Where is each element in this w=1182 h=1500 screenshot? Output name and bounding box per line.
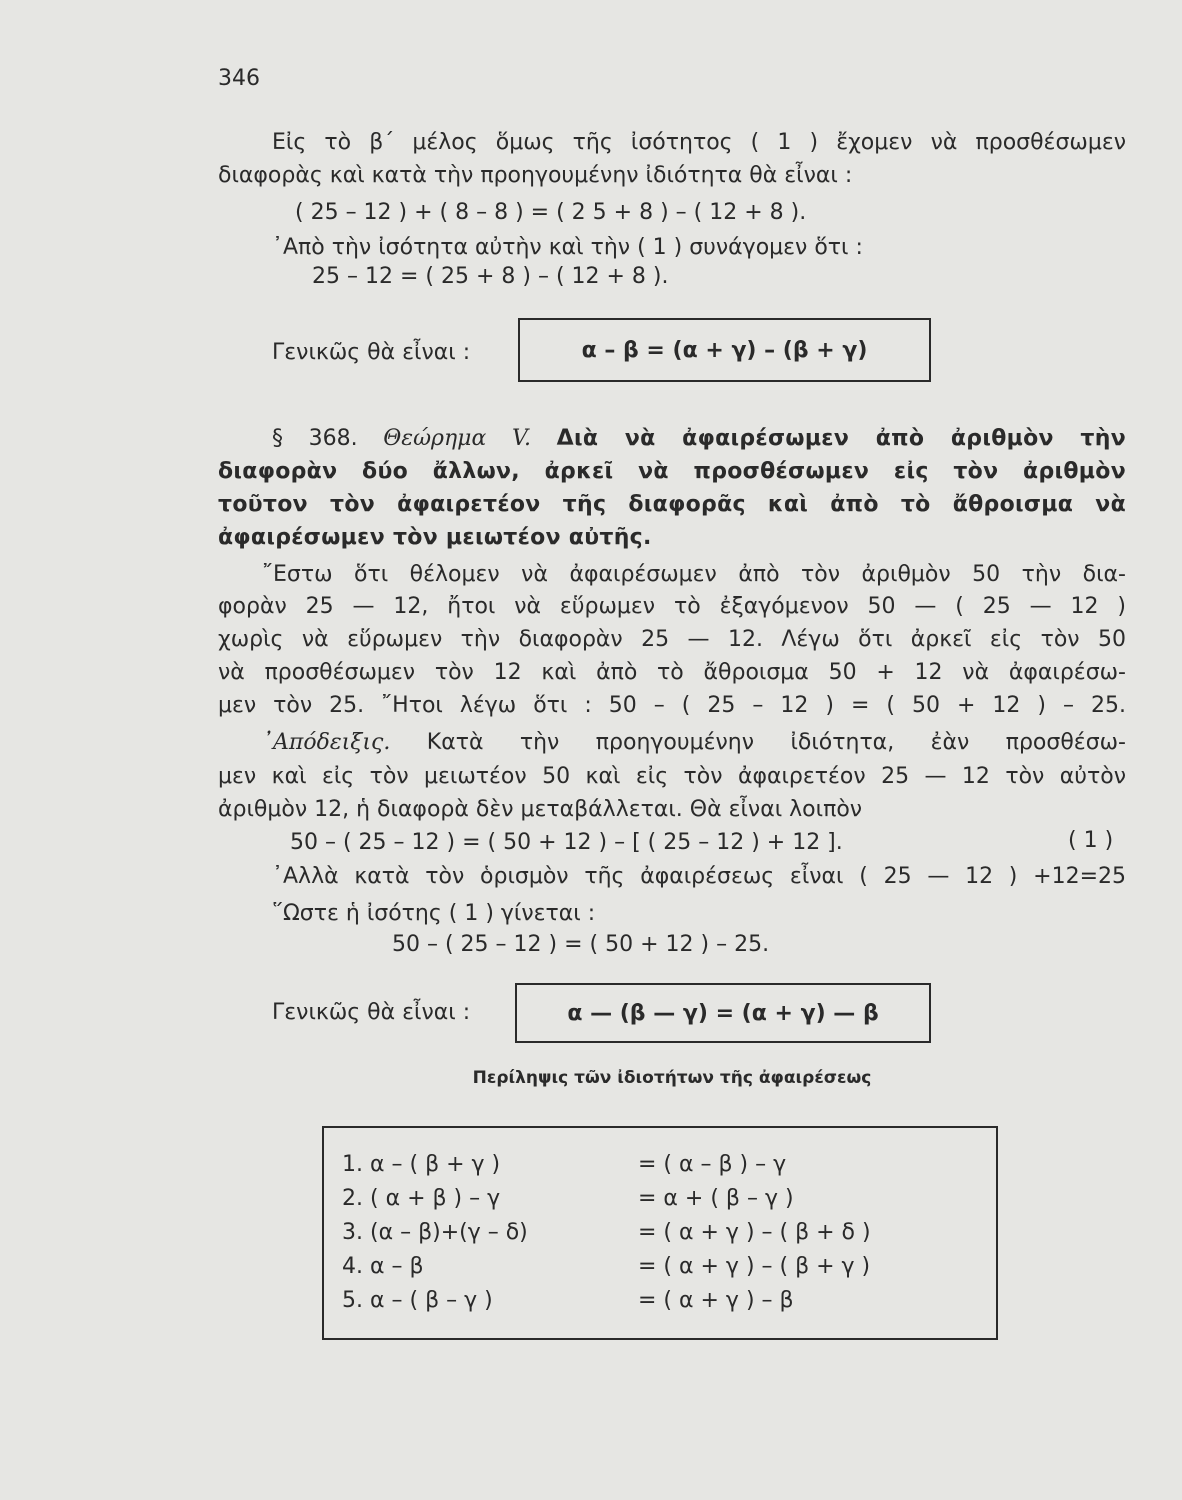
proof-line: ῞Ωστε ἡ ἰσότης ( 1 ) γίνεται : — [272, 901, 596, 926]
paragraph-line: διαφορὰς καὶ κατὰ τὴν προηγουμένην ἰδιότητα θὰ εἶναι : — [218, 163, 853, 188]
general-label: Γενικῶς θὰ εἶναι : — [272, 1000, 471, 1025]
theorem-line: τοῦτον τὸν ἀφαιρετέον τῆς διαφορᾶς καὶ ἀπὸ τὸ ἄθροισμα νὰ — [218, 492, 1126, 517]
row-number: 2. — [342, 1186, 363, 1211]
row-number: 5. — [342, 1288, 363, 1313]
row-number: 3. — [342, 1220, 363, 1245]
paragraph-line: νὰ προσθέσωμεν τὸν 12 καὶ ἀπὸ τὸ ἄθροισμα 50 + 12 νὰ ἀφαιρέσω- — [218, 660, 1126, 685]
summary-table — [322, 1126, 998, 1340]
theorem-line: ἀφαιρέσωμεν τὸν μειωτέον αὐτῆς. — [218, 525, 652, 550]
equation-line: 25 – 12 = ( 25 + 8 ) – ( 12 + 8 ). — [312, 264, 669, 289]
general-label: Γενικῶς θὰ εἶναι : — [272, 340, 471, 365]
row-lhs: α – ( β + γ ) — [370, 1152, 501, 1177]
theorem-title: Θεώρημα V. — [383, 426, 531, 451]
equation-line: 50 – ( 25 – 12 ) = ( 50 + 12 ) – [ ( 25 – 12 ) + 12 ]. — [290, 830, 843, 855]
equation-line: ( 25 – 12 ) + ( 8 – 8 ) = ( 2 5 + 8 ) – ( 12 + 8 ). — [295, 200, 807, 225]
section-number: § 368. — [272, 426, 358, 451]
summary-heading: Περίληψις τῶν ἰδιοτήτων τῆς ἀφαιρέσεως — [472, 1068, 872, 1088]
row-rhs: = α + ( β – γ ) — [638, 1186, 794, 1211]
theorem-text: Διὰ νὰ ἀφαιρέσωμεν ἀπὸ ἀριθμὸν τὴν — [556, 426, 1126, 451]
paragraph-line: χωρὶς νὰ εὕρωμεν τὴν διαφορὰν 25 — 12. Λέγω ὅτι ἀρκεῖ εἰς τὸν 50 — [218, 627, 1126, 652]
row-rhs: = ( α + γ ) – β — [638, 1288, 794, 1313]
paragraph-line: φορὰν 25 — 12, ἤτοι νὰ εὕρωμεν τὸ ἐξαγόμενον 50 — ( 25 — 12 ) — [218, 594, 1126, 619]
paragraph-line: ῎Εστω ὅτι θέλομεν νὰ ἀφαιρέσωμεν ἀπὸ τὸν ἀριθμὸν 50 τὴν δια- — [262, 562, 1126, 587]
proof-title: ᾿Απόδειξις. — [262, 730, 391, 755]
row-lhs: (α – β)+(γ – δ) — [370, 1220, 528, 1245]
formula-box — [515, 983, 931, 1043]
equation-line: 50 – ( 25 – 12 ) = ( 50 + 12 ) – 25. — [392, 932, 770, 957]
paragraph-line: ᾿Απὸ τὴν ἰσότητα αὐτὴν καὶ τὴν ( 1 ) συνάγομεν ὅτι : — [272, 235, 863, 260]
row-rhs: = ( α + γ ) – ( β + δ ) — [638, 1220, 871, 1245]
formula: α – β = (α + γ) – (β + γ) — [581, 337, 868, 363]
page-number: 346 — [218, 66, 260, 91]
row-lhs: α – β — [370, 1254, 424, 1279]
row-number: 1. — [342, 1152, 363, 1177]
row-rhs: = ( α – β ) – γ — [638, 1152, 787, 1177]
row-lhs: ( α + β ) – γ — [370, 1186, 501, 1211]
formula-box — [518, 318, 931, 382]
theorem-line: διαφορὰν δύο ἄλλων, ἀρκεῖ νὰ προσθέσωμεν εἰς τὸν ἀριθμὸν — [218, 459, 1126, 484]
row-rhs: = ( α + γ ) – ( β + γ ) — [638, 1254, 871, 1279]
proof-line — [262, 728, 1126, 758]
proof-line: ᾿Αλλὰ κατὰ τὸν ὁρισμὸν τῆς ἀφαιρέσεως εἶναι ( 25 — 12 ) +12=25 — [272, 864, 1126, 889]
paragraph-line: μεν τὸν 25. ῎Ητοι λέγω ὅτι : 50 – ( 25 – 12 ) = ( 50 + 12 ) – 25. — [218, 693, 1126, 718]
proof-line: μεν καὶ εἰς τὸν μειωτέον 50 καὶ εἰς τὸν ἀφαιρετέον 25 — 12 τὸν αὐτὸν — [218, 764, 1126, 789]
equation-tag: ( 1 ) — [1068, 828, 1114, 853]
theorem-line — [272, 424, 1126, 454]
formula: α — (β — γ) = (α + γ) — β — [567, 1000, 879, 1026]
row-number: 4. — [342, 1254, 363, 1279]
paragraph-line: Εἰς τὸ β΄ μέλος ὅμως τῆς ἰσότητος ( 1 ) ἔχομεν νὰ προσθέσωμεν — [272, 130, 1126, 155]
row-lhs: α – ( β – γ ) — [370, 1288, 493, 1313]
proof-text: Κατὰ τὴν προηγουμένην ἰδιότητα, ἐὰν προσθέσω- — [426, 730, 1126, 755]
proof-line: ἀριθμὸν 12, ἡ διαφορὰ δὲν μεταβάλλεται. Θὰ εἶναι λοιπὸν — [218, 797, 863, 822]
